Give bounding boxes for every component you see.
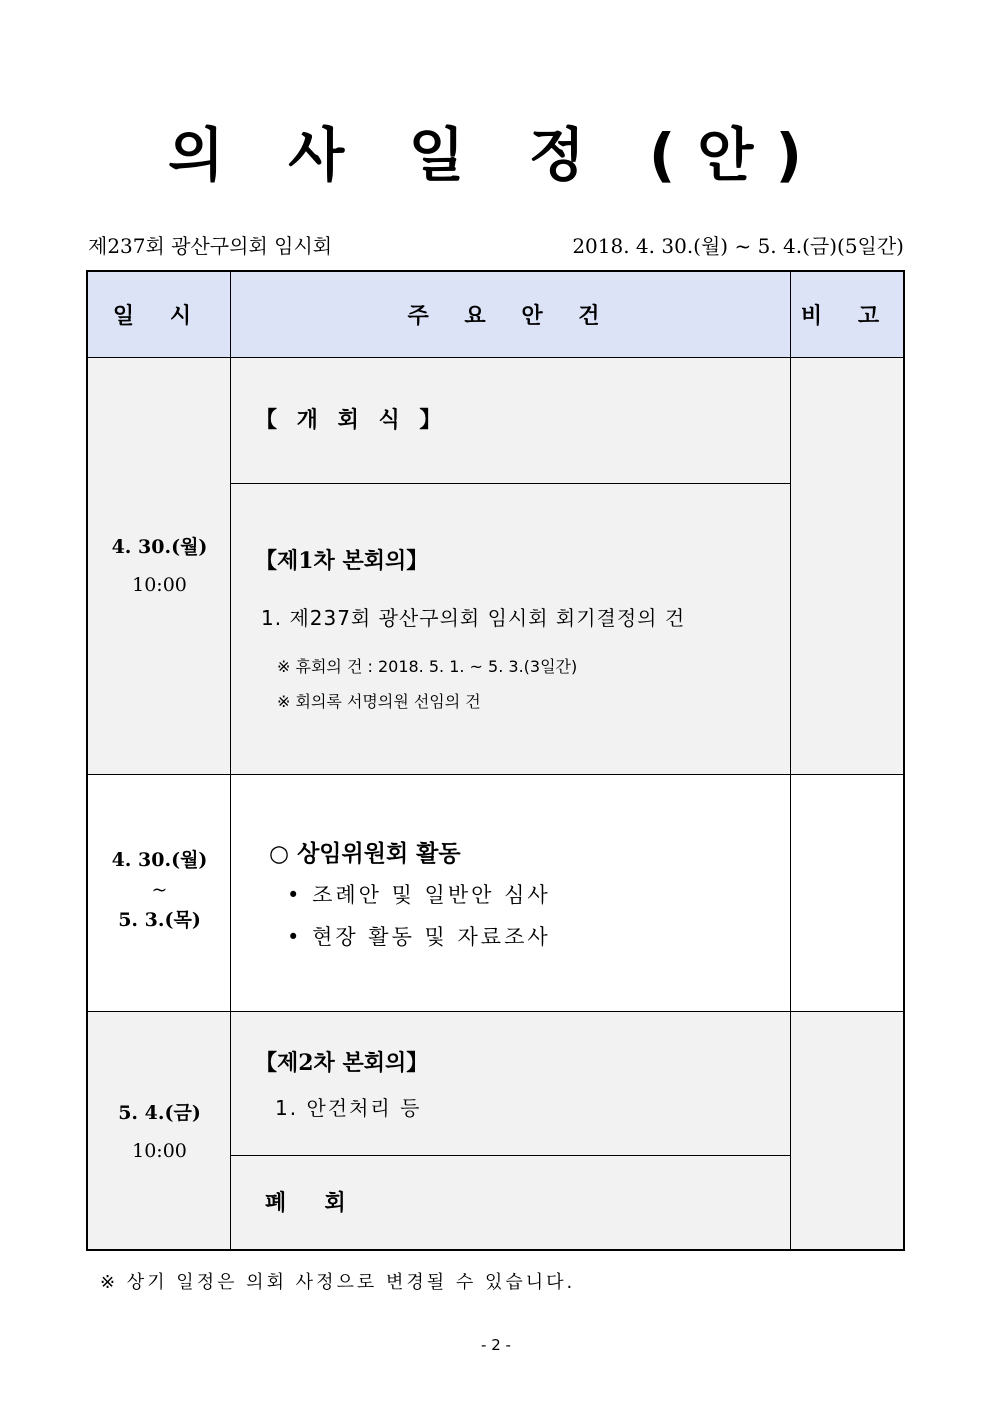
- opening-ceremony: 【 개 회 식 】: [255, 408, 448, 433]
- footnote: ※ 상기 일정은 의회 사정으로 변경될 수 있습니다.: [100, 1272, 576, 1293]
- committee-heading: ○ 상임위원회 활동: [269, 841, 461, 867]
- row2-date-start: 4. 30.(월): [111, 849, 208, 871]
- header-agenda: 주 요 안 건: [230, 271, 791, 358]
- meeting2-item: 1. 안건처리 등: [275, 1096, 422, 1120]
- row2-note-cell: [790, 774, 904, 1012]
- meeting2-cell: [230, 1011, 791, 1156]
- bullet-icon: •: [287, 883, 313, 907]
- closing: 폐 회: [265, 1190, 346, 1216]
- row1-date: 4. 30.(월): [111, 536, 208, 558]
- row1-date-cell: [87, 357, 231, 775]
- row3-date-cell: [87, 1011, 231, 1250]
- meeting1-title: 【제1차 본회의】: [255, 548, 429, 574]
- row2-date-end: 5. 3.(목): [118, 909, 201, 931]
- meeting2-title: 【제2차 본회의】: [255, 1050, 429, 1076]
- header-note: 비 고: [790, 271, 904, 358]
- row3-note-cell: [790, 1011, 904, 1250]
- row3-time: 10:00: [132, 1140, 187, 1162]
- session-period: 2018. 4. 30.(월) ~ 5. 4.(금)(5일간): [572, 234, 904, 258]
- page-title: 의 사 일 정 (안): [168, 121, 824, 189]
- committee-cell: [230, 774, 791, 1012]
- row2-date-cell: [87, 774, 231, 1012]
- meeting1-note: ※ 회의록 서명의원 선임의 건: [277, 692, 481, 711]
- row2-date-sep: ~: [151, 879, 168, 901]
- meeting1-item: 1. 제237회 광산구의회 임시회 회기결정의 건: [261, 606, 686, 630]
- header-date: 일 시: [87, 271, 231, 358]
- row1-note-cell: [790, 357, 904, 775]
- page-number: - 2 -: [481, 1336, 511, 1354]
- meeting1-note: ※ 휴회의 건 : 2018. 5. 1. ~ 5. 3.(3일간): [277, 657, 578, 676]
- row3-date: 5. 4.(금): [118, 1102, 201, 1124]
- committee-bullet: 현장 활동 및 자료조사: [312, 925, 551, 949]
- bullet-icon: •: [287, 925, 313, 949]
- committee-bullet: 조례안 및 일반안 심사: [312, 883, 551, 907]
- opening-cell: [230, 357, 791, 484]
- session-name: 제237회 광산구의회 임시회: [88, 234, 333, 258]
- row1-time: 10:00: [132, 574, 187, 596]
- meeting1-cell: [230, 483, 791, 775]
- closing-cell: [230, 1155, 791, 1250]
